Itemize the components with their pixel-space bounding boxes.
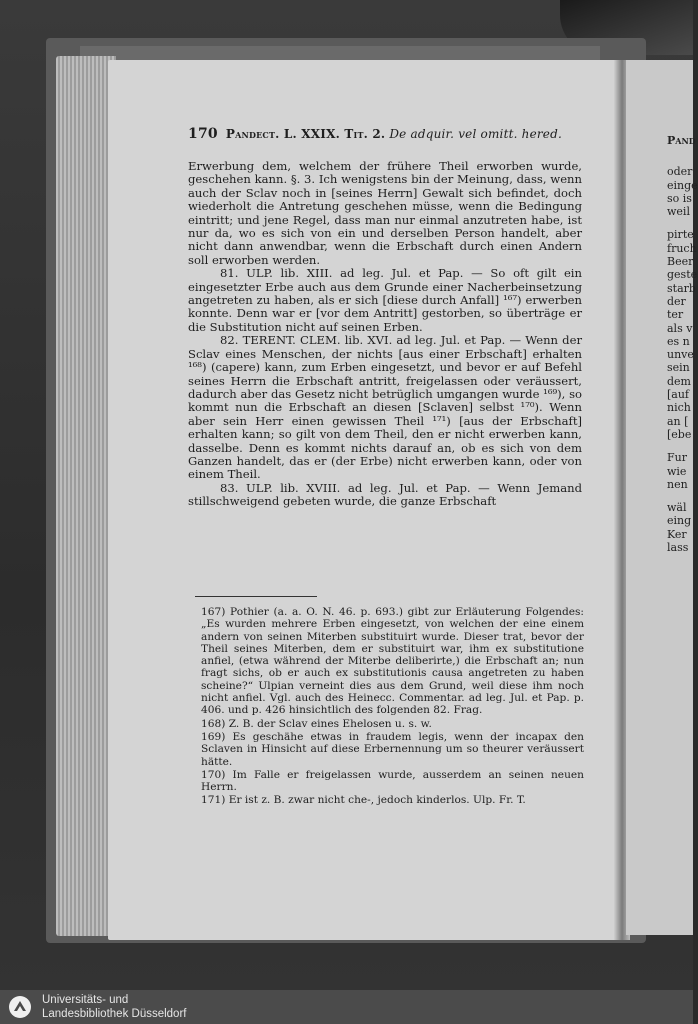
footnote-171: 171) Er ist z. B. zwar nicht che-, jedoch kinderlos. Ulp. Fr. T. [201,794,526,807]
footnote-168: 168) Z. B. der Sclav eines Ehelosen u. s. w. [201,717,432,730]
right-page-line: unve [667,348,694,362]
institution-name [42,993,186,1021]
right-page-line: es n [667,334,690,348]
footnote-separator [195,596,317,597]
right-page-line: eing [667,514,692,528]
right-page-line: pirte [667,228,694,242]
right-page-line: geste [667,268,698,282]
right-page-line: fruch [667,241,697,255]
page-edges [56,56,116,936]
right-page-line: nen [667,477,688,491]
footnote-170: 170) Im Falle er freigelassen wurde, ausserdem an seinen neuen Herrn. [201,768,584,794]
right-page-line: einge [667,178,698,192]
running-head [188,128,588,141]
paragraph-81: 81. ULP. lib. XIII. ad leg. Jul. et Pap. — So oft gilt ein eingesetzter Erbe auch aus dem Grunde einer Nacherbeinsetzung angetreten zu haben, als er sich [diese durch Anfall] ¹⁶⁷) erwerben konnte. Denn war er [vor dem Antritt] gestorben, so überträge er die Substitution nicht auf seinen Erben. [188,266,582,334]
right-page-line: ter [667,308,684,322]
right-page-line: lass [667,541,689,555]
header-italic-title: De adquir. vel omitt. hered. [389,127,563,141]
library-logo-icon [8,995,32,1019]
right-page-line: wäl [667,501,687,515]
right-page-line: an [ [667,414,689,428]
right-page-line: als v [667,321,693,335]
right-page-line: Fur [667,451,687,465]
right-page-line: [auf [667,388,690,402]
right-page-header: Pand [667,134,696,147]
right-page-line: wie [667,464,687,478]
right-page-line: weil [667,205,690,219]
page-number: 170 [188,126,218,142]
footnote-167: 167) Pothier (a. a. O. N. 46. p. 693.) gibt zur Erläuterung Folgendes: „Es wurden mehrere Erben eingesetzt, von welchen der eine einem andern von seinen Miterben substituirt wurde. Dieser trat, bevor der Theil seines Miterben, dem er substituirt war, ihm ex substitutione anfiel, (etwa während der Miterbe deliberirte,) die Erbschaft an; nun fragt sichs, ob er auch ex substitutionis causa angetreten zu haben scheine?“ Ulpian verneint dies aus dem Grund, weil diese ihm noch nicht anfiel. Vgl. auch des Heinecc. Commentar. ad leg. Jul. et Pap. p. 406. und p. 426 hinsichtlich des folgenden 82. Frag. [201,606,584,717]
footnote-169: 169) Es geschähe etwas in fraudem legis, wenn der incapax den Sclaven in Hinsicht auf diese Erbernennung um so theurer veräussert hätte. [201,730,584,768]
footnotes [201,606,584,808]
right-page-line [667,491,693,501]
right-page-line: starb [667,281,696,295]
right-page-line: sein [667,361,690,375]
paragraph-83: 83. ULP. lib. XVIII. ad leg. Jul. et Pap. — Wenn Jemand stillschweigend gebeten wurde, die ganze Erbschaft [188,480,582,509]
right-page-line: oder [667,165,693,179]
main-text [188,160,582,509]
right-page-line: [ebe [667,427,692,441]
paragraph-continued: Erwerbung dem, welchem der frühere Theil erworben wurde, geschehen kann. §. 3. Ich wenigstens bin der Meinung, dass, wenn auch der Sclav noch in [seines Herrn] Gewalt sich befindet, doch wiederholt die Antretung geschehen müsse, wenn die Bedingung eintritt; und jene Regel, dass man nur einmal anzutreten habe, ist nur da, wo es sich von ein und derselben Person handelt, aber nicht dann anwendbar, wenn die Erbschaft durch einen Andern soll erworben werden. [188,159,582,267]
right-page-line [667,441,693,451]
right-page-line: nich [667,401,691,415]
institution-line-1: Universitäts- und [42,994,129,1006]
right-page-line: Beer [667,255,694,269]
right-page-line: so is [667,191,692,205]
right-page-lines [667,165,698,555]
right-page-line: der [667,294,686,308]
right-page-line: Ker [667,527,687,541]
paragraph-82: 82. TERENT. CLEM. lib. XVI. ad leg. Jul. et Pap. — Wenn der Sclav eines Menschen, der nichts [aus einer Erbschaft] erhalten ¹⁶⁸) (capere) kann, zum Erben eingesetzt, und bevor er auf Befehl seines Herrn die Erbschaft antritt, freigelassen oder veräussert, dadurch aber das Gesetz nicht betrüglich umgangen wurde ¹⁶⁹), so kommt nun die Erbschaft an diesen [Sclaven] selbst ¹⁷⁰). Wenn aber sein Herr einen gewissen Theil ¹⁷¹) [aus der Erbschaft] erhalten kann; so gilt von dem Theil, den er nicht erwerben kann, dasselbe. Denn es kommt nichts darauf an, ob es sich von dem Ganzen handelt, das er (der Erbe) nicht erwerben kann, oder von einem Theil. [188,333,582,482]
right-page-line: dem [667,374,691,388]
institution-line-2: Landesbibliothek Düsseldorf [42,1008,187,1020]
header-title: Pandect. L. XXIX. Tit. 2. [225,127,386,141]
right-page-text [667,134,698,555]
right-page-line [667,218,693,228]
